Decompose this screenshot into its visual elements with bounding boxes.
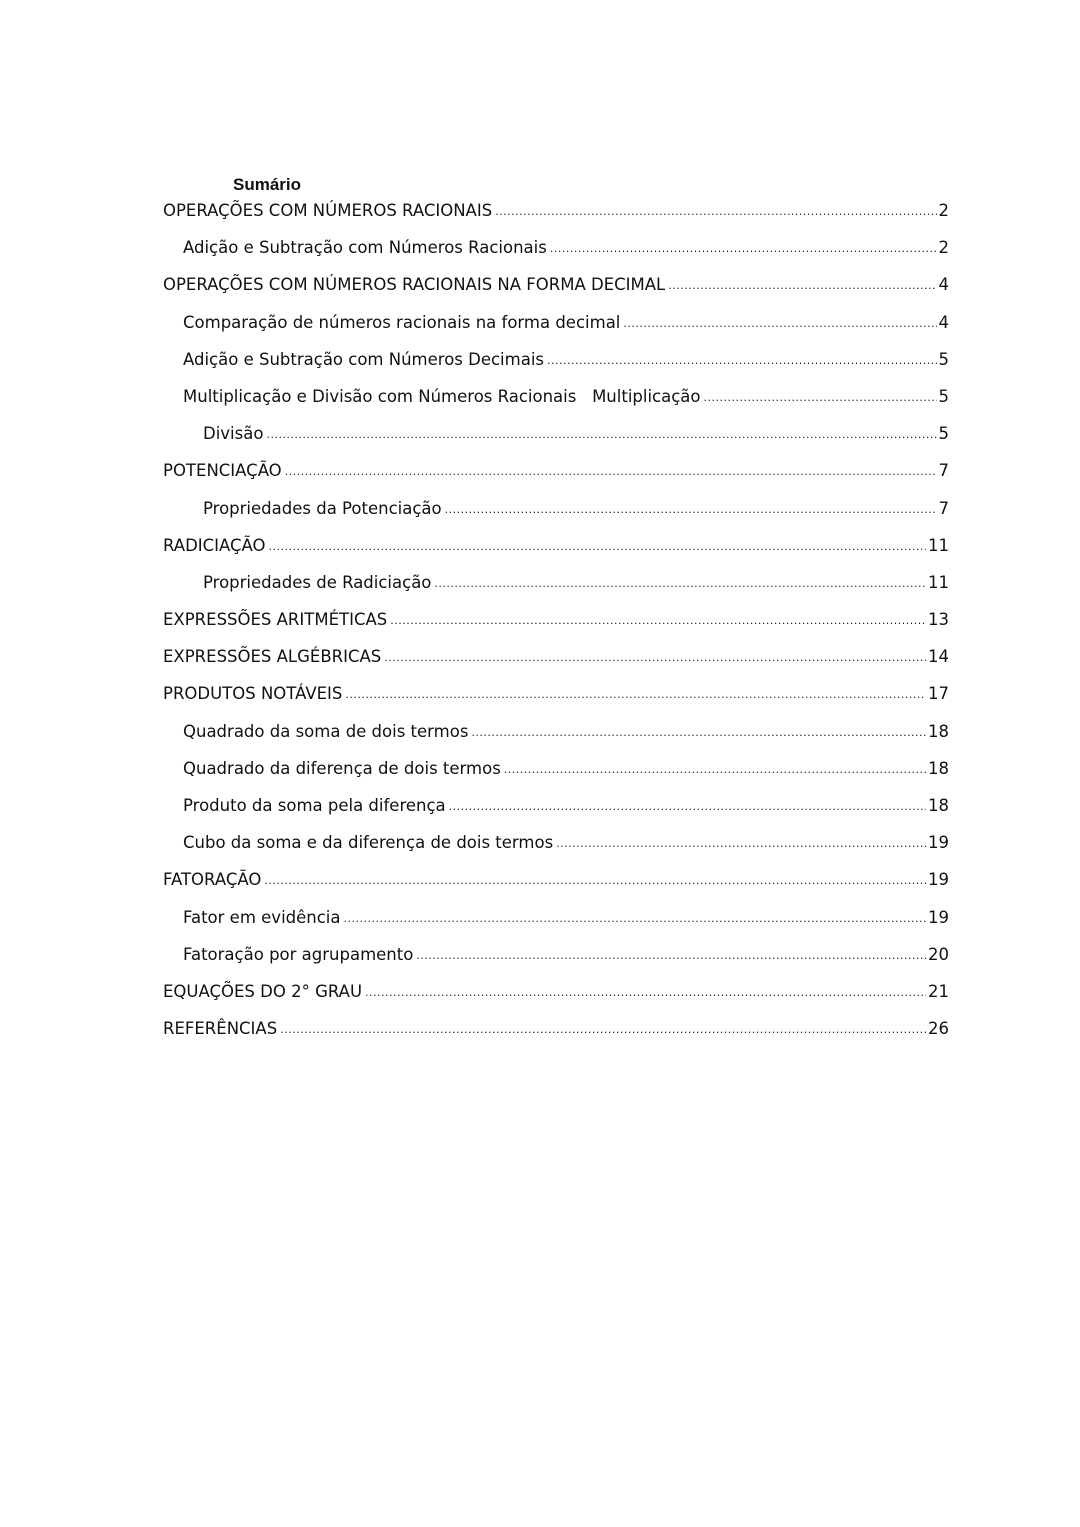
dot-leader xyxy=(280,1016,926,1044)
dot-leader xyxy=(547,347,936,375)
toc-entry-page-number: 18 xyxy=(928,758,949,778)
toc-entry[interactable] xyxy=(163,679,949,716)
toc-entry-page-number: 14 xyxy=(928,647,949,667)
toc-entry-label: EQUAÇÕES DO 2° GRAU xyxy=(163,981,363,1001)
toc-entry[interactable] xyxy=(163,642,949,679)
toc-title: Sumário xyxy=(233,175,302,194)
dot-leader xyxy=(449,793,926,821)
toc-entry-label: Quadrado da soma de dois termos xyxy=(183,721,469,741)
toc-entry-page-number: 18 xyxy=(928,721,949,741)
toc-entry-label: Propriedades de Radiciação xyxy=(203,572,432,592)
toc-entry-page-number: 5 xyxy=(938,349,949,369)
toc-entry[interactable] xyxy=(163,1014,949,1051)
toc-entry-label: Divisão xyxy=(203,424,264,444)
toc-entry-page-number: 5 xyxy=(938,386,949,406)
dot-leader xyxy=(390,607,926,635)
dot-leader xyxy=(266,421,936,449)
dot-leader xyxy=(269,533,926,561)
toc-entry-page-number: 7 xyxy=(938,461,949,481)
toc-entry-page-number: 7 xyxy=(938,498,949,518)
dot-leader xyxy=(345,681,926,709)
toc-entry[interactable] xyxy=(163,903,949,940)
dot-leader xyxy=(416,942,926,970)
dot-leader xyxy=(384,644,926,672)
toc-entry-page-number: 2 xyxy=(938,238,949,258)
toc-entry-label: OPERAÇÕES COM NÚMEROS RACIONAIS NA FORMA DECIMAL xyxy=(163,275,666,295)
toc-entry[interactable] xyxy=(163,865,949,902)
toc-entry-label: Multiplicação e Divisão com Números Racionais Multiplicação xyxy=(183,386,701,406)
toc-entry[interactable] xyxy=(163,456,949,493)
toc-entry-label: Quadrado da diferença de dois termos xyxy=(183,758,501,778)
toc-entry-label: Cubo da soma e da diferença de dois termos xyxy=(183,833,554,853)
toc-entry[interactable] xyxy=(163,828,949,865)
toc-entry[interactable] xyxy=(163,419,949,456)
toc-entry-label: Produto da soma pela diferença xyxy=(183,796,446,815)
toc-entry-page-number: 13 xyxy=(928,610,949,630)
toc-entry[interactable] xyxy=(163,791,949,828)
dot-leader xyxy=(365,979,926,1007)
toc-entry-page-number: 17 xyxy=(928,684,949,704)
toc-entry[interactable] xyxy=(163,717,949,754)
dot-leader xyxy=(556,830,926,858)
toc-entry-page-number: 19 xyxy=(928,833,949,853)
toc-entry[interactable] xyxy=(163,754,949,791)
toc-entry-page-number: 11 xyxy=(928,572,949,592)
toc-entry-label: RADICIAÇÃO xyxy=(163,535,266,555)
toc-entry[interactable] xyxy=(163,568,949,605)
table-of-contents xyxy=(163,196,949,1051)
toc-entry-page-number: 19 xyxy=(928,907,949,927)
toc-entry[interactable] xyxy=(163,270,949,307)
dot-leader xyxy=(668,272,936,300)
dot-leader xyxy=(344,905,927,933)
toc-entry[interactable] xyxy=(163,196,949,233)
toc-entry-label: Fator em evidência xyxy=(183,907,341,927)
dot-leader xyxy=(495,198,936,226)
dot-leader xyxy=(471,719,926,747)
toc-entry-label: EXPRESSÕES ALGÉBRICAS xyxy=(163,647,382,667)
toc-entry-label: Fatoração por agrupamento xyxy=(183,944,414,964)
dot-leader xyxy=(550,235,937,263)
toc-entry-page-number: 4 xyxy=(938,275,949,295)
toc-entry-label: Comparação de números racionais na forma decimal xyxy=(183,312,621,332)
toc-entry[interactable] xyxy=(163,345,949,382)
toc-entry-label: EXPRESSÕES ARITMÉTICAS xyxy=(163,610,388,630)
toc-entry-label: OPERAÇÕES COM NÚMEROS RACIONAIS xyxy=(163,201,493,220)
toc-entry[interactable] xyxy=(163,940,949,977)
toc-entry-label: POTENCIAÇÃO xyxy=(163,461,282,481)
dot-leader xyxy=(285,458,937,486)
toc-entry-label: FATORAÇÃO xyxy=(163,870,262,890)
toc-entry[interactable] xyxy=(163,308,949,345)
toc-entry[interactable] xyxy=(163,605,949,642)
toc-entry-label: PRODUTOS NOTÁVEIS xyxy=(163,684,343,704)
toc-entry[interactable] xyxy=(163,977,949,1014)
toc-entry[interactable] xyxy=(163,382,949,419)
toc-entry-page-number: 5 xyxy=(938,424,949,444)
dot-leader xyxy=(264,867,926,895)
dot-leader xyxy=(704,384,937,412)
toc-entry-page-number: 11 xyxy=(928,535,949,555)
toc-entry-page-number: 4 xyxy=(938,312,949,332)
toc-entry[interactable] xyxy=(163,494,949,531)
toc-entry[interactable] xyxy=(163,233,949,270)
toc-entry-label: Propriedades da Potenciação xyxy=(203,498,442,518)
dot-leader xyxy=(504,756,926,784)
toc-entry-label: REFERÊNCIAS xyxy=(163,1019,278,1039)
toc-entry-page-number: 20 xyxy=(928,944,949,964)
toc-entry-label: Adição e Subtração com Números Racionais xyxy=(183,238,547,258)
dot-leader xyxy=(445,496,937,524)
toc-entry-label: Adição e Subtração com Números Decimais xyxy=(183,349,545,369)
dot-leader xyxy=(623,310,936,338)
dot-leader xyxy=(434,570,926,598)
toc-entry-page-number: 21 xyxy=(928,981,949,1001)
toc-entry-page-number: 19 xyxy=(928,870,949,890)
toc-entry-page-number: 2 xyxy=(938,201,949,220)
toc-entry-page-number: 18 xyxy=(928,796,949,815)
toc-entry-page-number: 26 xyxy=(928,1019,949,1039)
toc-entry[interactable] xyxy=(163,531,949,568)
